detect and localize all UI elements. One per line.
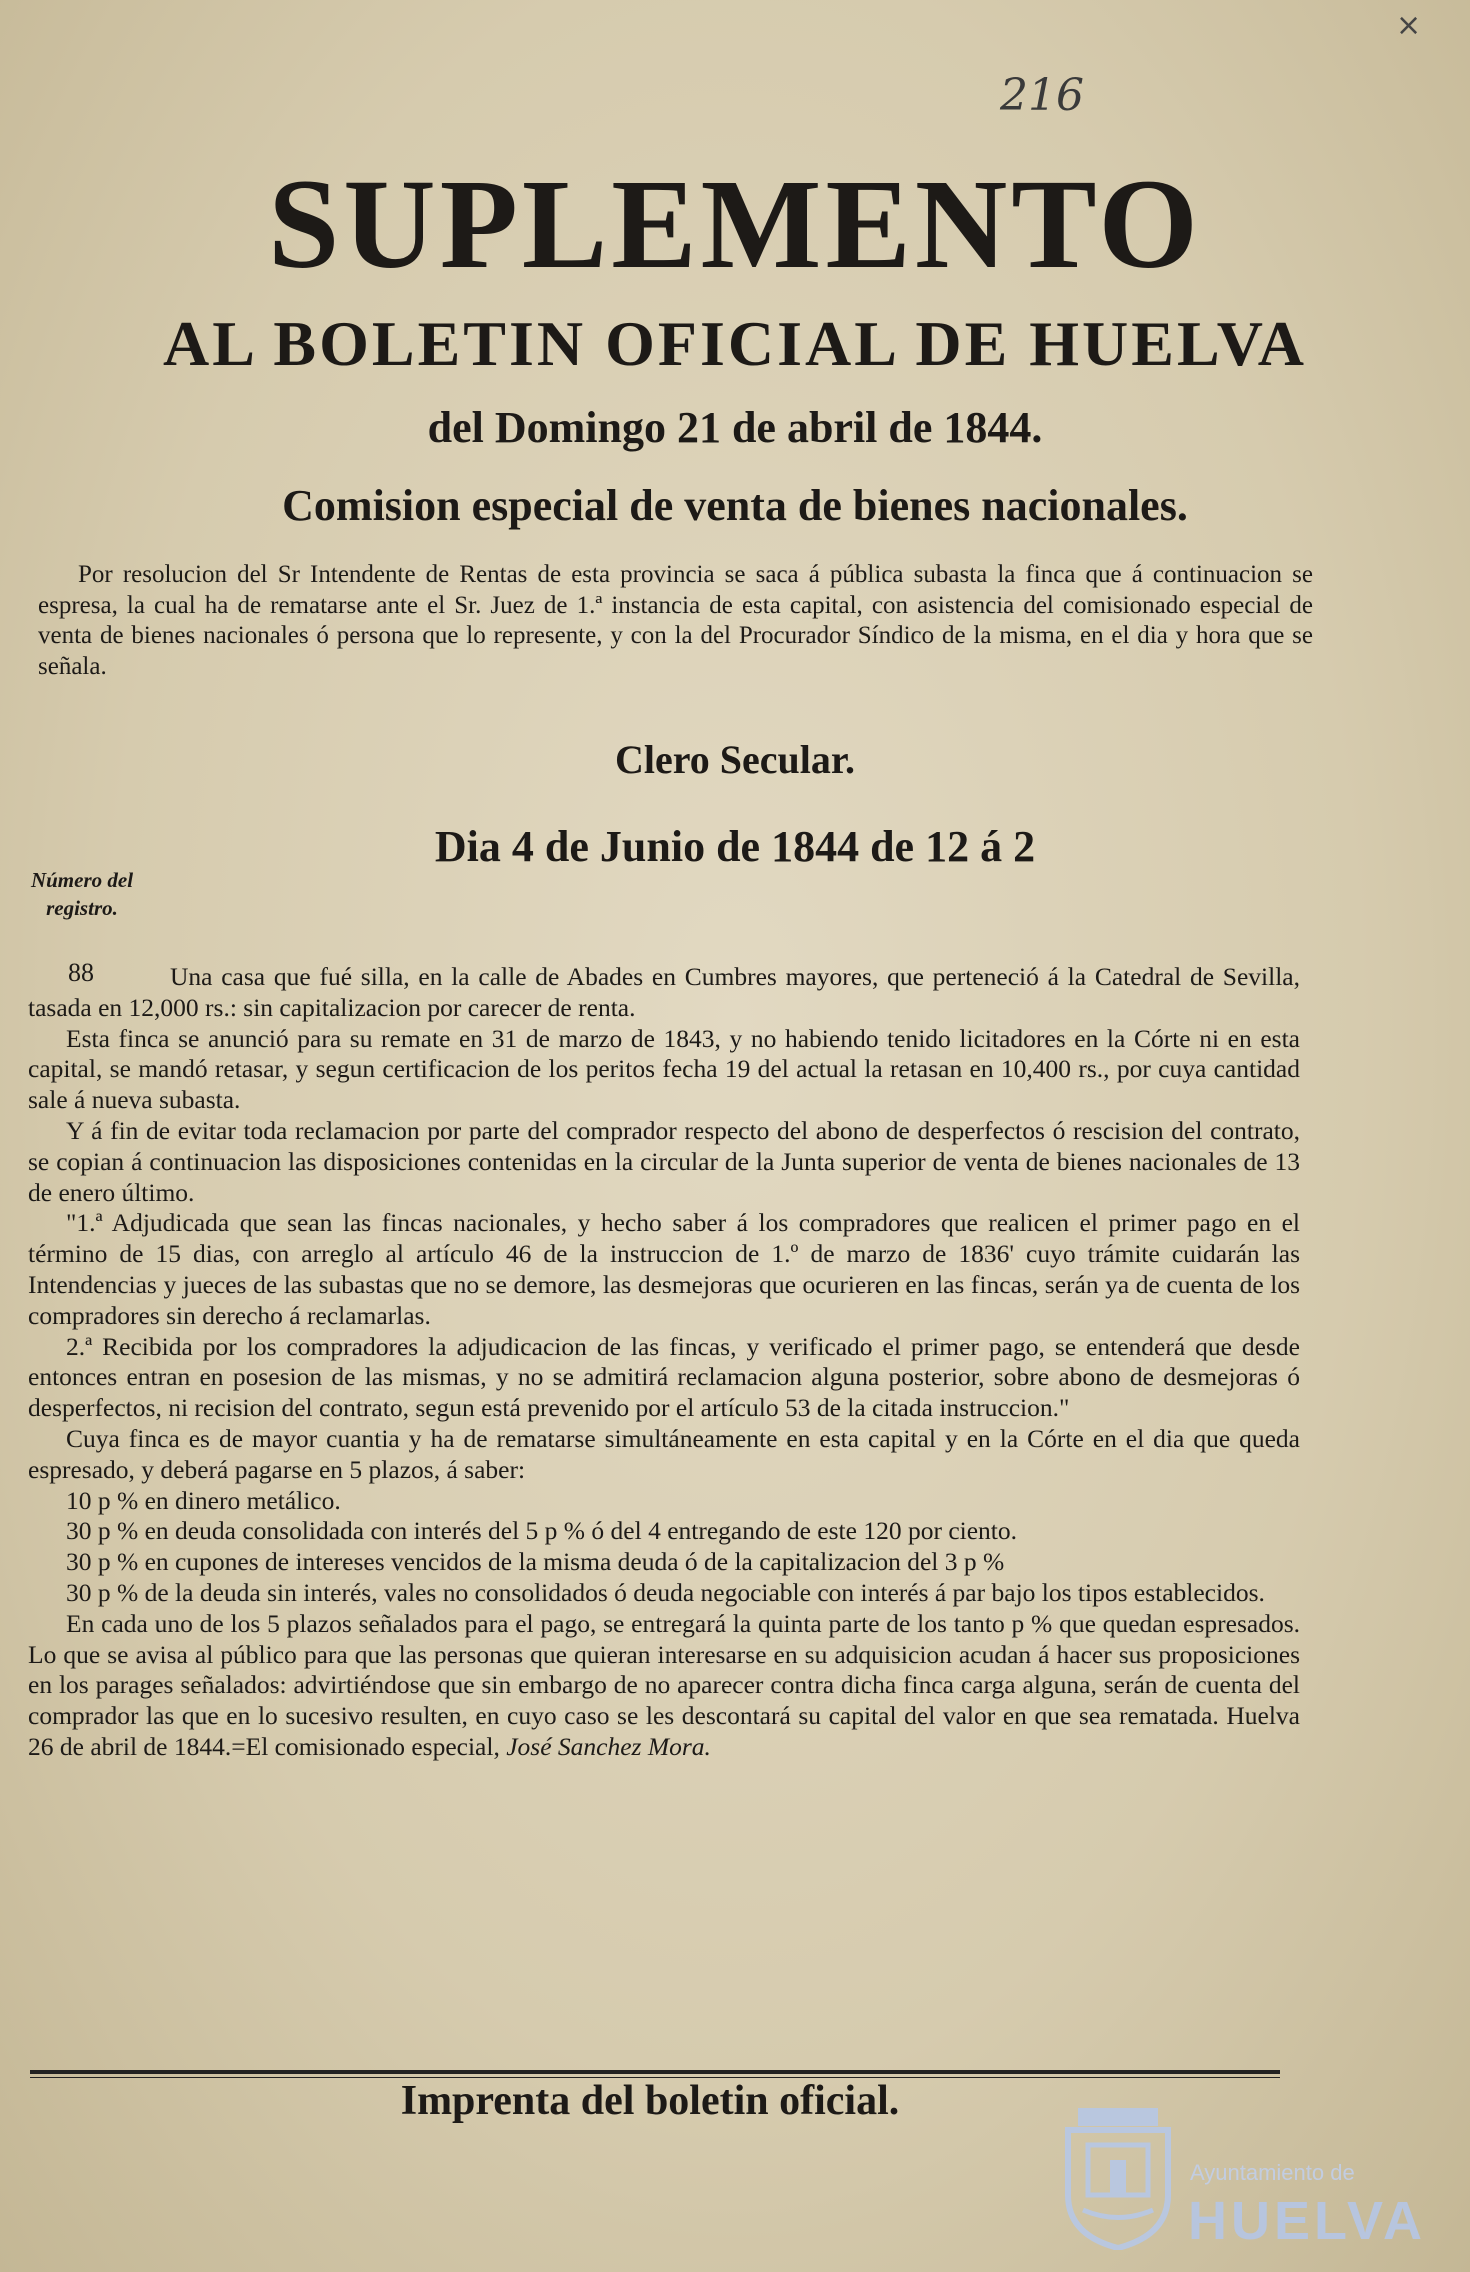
document-title: SUPLEMENTO: [268, 153, 1202, 295]
clause-2: 2.ª Recibida por los compradores la adjudicacion de las fincas, y verificado el primer pago, se entenderá que desde entonces entran en posesion de las mismas, y no se admitirá reclamacion alguna posterior, sobre abono de desmejoras ó desperfectos, ni recision del contrato, segun está prevenido por el artículo 53 de la citada instruccion.": [28, 1331, 1300, 1423]
section-heading: Clero Secular.: [615, 737, 855, 782]
folio-number: 216: [1000, 70, 1084, 121]
body-paragraph: Y á fin de evitar toda reclamacion por parte del comprador respecto del abono de desperfectos ó rescision del contrato, se copian á continuacion las disposiciones contenidas en la circular de la Junta superior de venta de bienes nacionales de 13 de enero último.: [28, 1115, 1300, 1207]
signature-name: José Sanchez Mora.: [506, 1731, 711, 1761]
payment-line: 30 p % en deuda consolidada con interés del 5 p % ó del 4 entregando de este 120 por ciento.: [66, 1516, 1017, 1546]
divider-rule: [30, 2070, 1280, 2074]
payment-line: 30 p % de la deuda sin interés, vales no consolidados ó deuda negociable con interés á par bajo los tipos establecidos.: [66, 1577, 1265, 1607]
closing-paragraph: [28, 1609, 1300, 1763]
corner-mark: ×: [1396, 8, 1422, 43]
crest-icon: [1058, 2100, 1178, 2250]
issue-date: del Domingo 21 de abril de 1844.: [427, 403, 1043, 452]
register-header: Número del registro.: [30, 868, 134, 920]
register-number: 88: [68, 958, 94, 987]
intro-paragraph: Por resolucion del Sr Intendente de Rentas de esta provincia se saca á pública subasta la finca que á continuacion se espresa, la cual ha de rematarse ante el Sr. Juez de 1.ª instancia de esta capital, con asistencia del comisionado especial de venta de bienes nacionales ó persona que lo represente, y con la del Procurador Síndico de la misma, en el dia y hora que se señala.: [38, 561, 1313, 680]
payment-line: 10 p % en dinero metálico.: [66, 1485, 341, 1515]
imprint-line: Imprenta del boletin oficial.: [400, 2078, 900, 2124]
document-subtitle: AL BOLETIN OFICIAL DE HUELVA: [163, 308, 1307, 379]
document-body: [28, 962, 1300, 1763]
closing-text: En cada uno de los 5 plazos señalados para el pago, se entregará la quinta parte de los tanto p % que quedan espresados. Lo que se avisa al público para que las personas que quieran interesarse en su adquisicion acudan á hacer sus proposiciones en los parages señalados: advirtiéndose que sin embargo de no aparecer contra dicha finca carga alguna, serán de cuenta del comprador las que en lo sucesivo resulten, en cuyo caso se les descontará su capital del valor en que sea rematada. Huelva 26 de abril de 1844.=El comisionado especial,: [28, 1608, 1300, 1761]
auction-date: Dia 4 de Junio de 1844 de 12 á 2: [434, 822, 1036, 871]
watermark-big-text: HUELVA: [1188, 2191, 1426, 2251]
property-description: Una casa que fué silla, en la calle de Abades en Cumbres mayores, que perteneció á la Catedral de Sevilla, tasada en 12,000 rs.: sin capitalizacion por carecer de renta.: [28, 962, 1300, 1022]
payment-line: 30 p % en cupones de intereses vencidos de la misma deuda ó de la capitalizacion del 3 p %: [66, 1547, 1005, 1577]
body-paragraph: Esta finca se anunció para su remate en 31 de marzo de 1843, y no habiendo tenido licitadores en la Córte ni en esta capital, se mandó retasar, y segun certificacion de los peritos fecha 19 del actual la retasan en 10,400 rs., por cuya cantidad sale á nueva subasta.: [28, 1023, 1300, 1115]
body-paragraph: Cuya finca es de mayor cuantia y ha de rematarse simultáneamente en esta capital y en la Córte en el dia que queda espresado, y deberá pagarse en 5 plazos, á saber:: [28, 1423, 1300, 1484]
clause-1: "1.ª Adjudicada que sean las fincas nacionales, y hecho saber á los compradores que realicen el primer pago en el término de 15 dias, con arreglo al artículo 46 de la instruccion de 1.º de marzo de 1836' cuyo trámite cuidarán las Intendencias y jueces de las subastas que no se demore, las desmejoras que ocurieren en las fincas, serán ya de cuenta de los compradores sin derecho á reclamarlas.: [28, 1208, 1300, 1330]
watermark-small-text: Ayuntamiento de: [1190, 2160, 1355, 2185]
commission-heading: Comision especial de venta de bienes nacionales.: [282, 481, 1188, 530]
watermark: [1050, 2090, 1426, 2260]
